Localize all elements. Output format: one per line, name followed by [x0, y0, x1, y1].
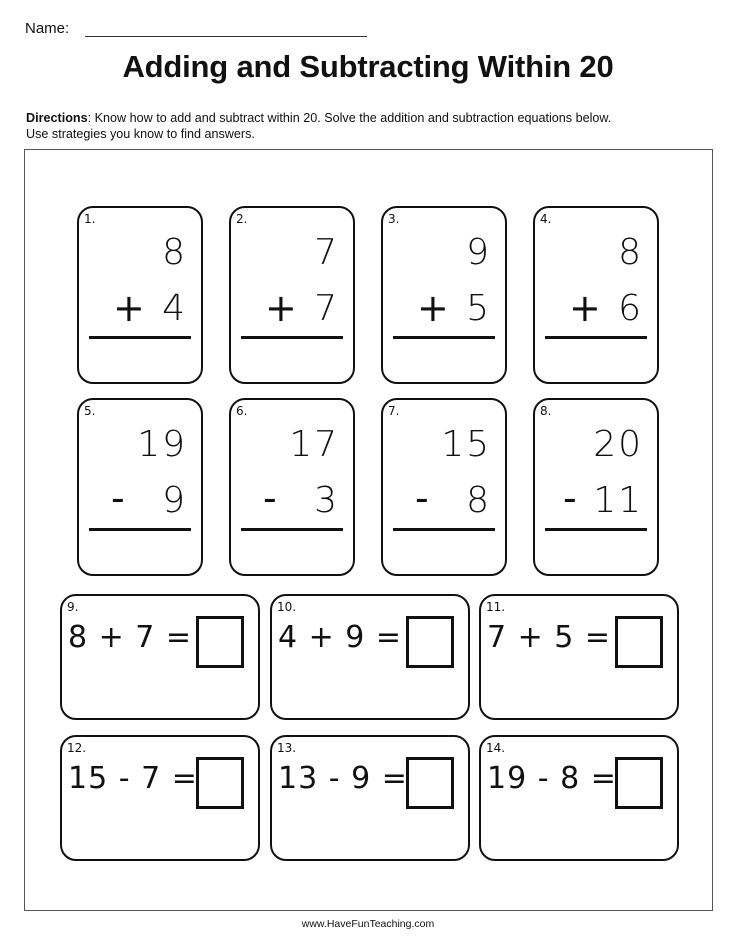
answer-box[interactable]: [196, 616, 244, 668]
operator: -: [563, 476, 577, 520]
bottom-number: 5: [466, 288, 491, 329]
problem-card-13: [270, 735, 470, 861]
equation: 8 + 7 =: [68, 620, 193, 655]
answer-line[interactable]: [393, 336, 495, 339]
problem-card-14: [479, 735, 679, 861]
worksheet-title: Adding and Subtracting Within 20: [122, 49, 614, 84]
top-number: 19: [137, 424, 187, 465]
name-label: Name:: [25, 20, 70, 37]
answer-line[interactable]: [393, 528, 495, 531]
operator: +: [265, 286, 297, 330]
top-number: 17: [289, 424, 339, 465]
answer-box[interactable]: [406, 757, 454, 809]
problem-card-9: [60, 594, 260, 720]
equation: 15 - 7 =: [68, 761, 198, 796]
equation: 13 - 9 =: [278, 761, 408, 796]
bottom-number: 6: [618, 288, 643, 329]
operator: -: [111, 476, 125, 520]
equation: 4 + 9 =: [278, 620, 403, 655]
problem-number: 13.: [277, 741, 297, 755]
operator: -: [415, 476, 429, 520]
directions-text-1: : Know how to add and subtract within 20. Solve the addition and subtraction equations below.: [87, 111, 612, 125]
top-number: 15: [441, 424, 491, 465]
operator: +: [569, 286, 601, 330]
problem-number: 1.: [84, 212, 96, 226]
problem-card-5: [77, 398, 203, 576]
problem-number: 5.: [84, 404, 96, 418]
bottom-number: 8: [466, 480, 491, 521]
operator: -: [263, 476, 277, 520]
problem-number: 14.: [486, 741, 506, 755]
problem-number: 8.: [540, 404, 552, 418]
top-number: 7: [314, 232, 339, 273]
footer-site: www.HaveFunTeaching.com: [301, 918, 435, 930]
answer-box[interactable]: [615, 757, 663, 809]
problem-number: 6.: [236, 404, 248, 418]
answer-line[interactable]: [89, 336, 191, 339]
problem-card-8: [533, 398, 659, 576]
answer-line[interactable]: [241, 528, 343, 531]
answer-line[interactable]: [545, 336, 647, 339]
bottom-number: 11: [593, 480, 643, 521]
problem-card-4: [533, 206, 659, 384]
problem-card-1: [77, 206, 203, 384]
problem-card-11: [479, 594, 679, 720]
bottom-number: 9: [162, 480, 187, 521]
answer-line[interactable]: [89, 528, 191, 531]
problem-card-2: [229, 206, 355, 384]
top-number: 20: [593, 424, 643, 465]
problem-card-3: [381, 206, 507, 384]
bottom-number: 3: [314, 480, 339, 521]
answer-box[interactable]: [615, 616, 663, 668]
problem-number: 9.: [67, 600, 79, 614]
top-number: 8: [618, 232, 643, 273]
answer-box[interactable]: [196, 757, 244, 809]
bottom-number: 4: [162, 288, 187, 329]
problem-card-12: [60, 735, 260, 861]
problem-number: 12.: [67, 741, 87, 755]
problem-card-10: [270, 594, 470, 720]
directions-text-2: Use strategies you know to find answers.: [26, 127, 255, 141]
problem-number: 2.: [236, 212, 248, 226]
top-number: 9: [466, 232, 491, 273]
operator: +: [113, 286, 145, 330]
equation: 7 + 5 =: [487, 620, 612, 655]
problem-number: 10.: [277, 600, 297, 614]
equation: 19 - 8 =: [487, 761, 617, 796]
operator: +: [417, 286, 449, 330]
directions-label: Directions: [26, 111, 88, 125]
bottom-number: 7: [314, 288, 339, 329]
problem-number: 7.: [388, 404, 400, 418]
problem-number: 11.: [486, 600, 506, 614]
directions: [26, 110, 716, 142]
problem-card-6: [229, 398, 355, 576]
problem-card-7: [381, 398, 507, 576]
answer-line[interactable]: [545, 528, 647, 531]
name-line[interactable]: [85, 36, 367, 37]
answer-line[interactable]: [241, 336, 343, 339]
top-number: 8: [162, 232, 187, 273]
problem-number: 4.: [540, 212, 552, 226]
answer-box[interactable]: [406, 616, 454, 668]
problem-number: 3.: [388, 212, 400, 226]
